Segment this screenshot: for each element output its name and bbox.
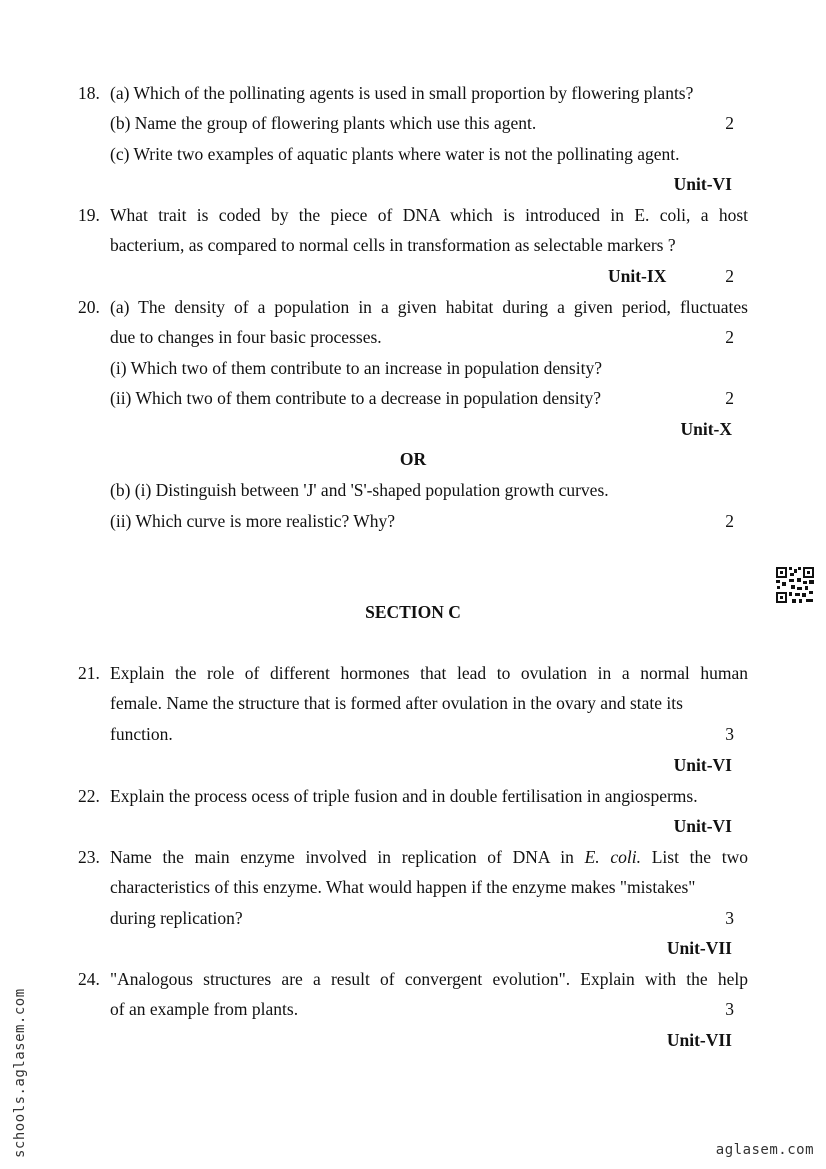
question-text: Explain the process ocess of triple fusion and in double fertilisation in angiosperms. <box>110 786 698 806</box>
question-text: (a) Which of the pollinating agents is used in small proportion by flowering plants? <box>110 83 694 103</box>
question-number: 24. <box>78 969 100 989</box>
question-number: 18. <box>78 83 100 103</box>
question-number: 20. <box>78 297 100 317</box>
question-text: bacterium, as compared to normal cells in transformation as selectable markers ? <box>110 235 676 255</box>
question-text: (ii) Which curve is more realistic? Why? <box>110 511 396 531</box>
unit-label: Unit-VII <box>666 938 732 958</box>
marks: 2 <box>725 327 734 347</box>
question-text: function. <box>110 724 173 744</box>
footer-watermark: aglasem.com <box>715 1142 814 1158</box>
unit-label: Unit-VI <box>673 755 732 775</box>
marks: 3 <box>725 999 734 1019</box>
question-text: (ii) Which two of them contribute to a decrease in population density? <box>110 388 601 408</box>
question-text: Explain the role of different hormones that lead to ovulation in a normal human <box>110 663 748 683</box>
question-text: (b) Name the group of flowering plants which use this agent. <box>110 113 537 133</box>
question-text: female. Name the structure that is formed after ovulation in the ovary and state its <box>110 693 683 713</box>
question-number: 19. <box>78 205 100 225</box>
question-text: (b) (i) Distinguish between 'J' and 'S'-shaped population growth curves. <box>110 480 609 500</box>
question-number: 21. <box>78 663 100 683</box>
question-text: of an example from plants. <box>110 999 299 1019</box>
question-text: "Analogous structures are a result of convergent evolution". Explain with the help <box>110 969 748 989</box>
marks: 2 <box>725 388 734 408</box>
or-separator: OR <box>399 449 427 469</box>
unit-label: Unit-VII <box>666 1030 732 1050</box>
question-number: 22. <box>78 786 100 806</box>
section-heading: SECTION C <box>365 602 461 622</box>
marks: 3 <box>725 908 734 928</box>
question-text: (a) The density of a population in a given habitat during a given period, fluctuates <box>110 297 748 317</box>
question-text: (i) Which two of them contribute to an increase in population density? <box>110 358 602 378</box>
question-text: due to changes in four basic processes. <box>110 327 382 347</box>
question-text: characteristics of this enzyme. What would happen if the enzyme makes "mistakes" <box>110 877 696 897</box>
question-number: 23. <box>78 847 100 867</box>
question-text: What trait is coded by the piece of DNA which is introduced in E. coli, a host <box>110 205 748 225</box>
question-text: Name the main enzyme involved in replication of DNA in E. coli. List the two <box>110 847 748 867</box>
marks: 2 <box>725 113 734 133</box>
question-text: during replication? <box>110 908 243 928</box>
qr-code-icon <box>775 566 815 604</box>
side-watermark: schools.aglasem.com <box>12 988 28 1158</box>
unit-label: Unit-X <box>680 419 732 439</box>
question-text: (c) Write two examples of aquatic plants where water is not the pollinating agent. <box>110 144 680 164</box>
unit-label: Unit-VI <box>673 816 732 836</box>
marks: 3 <box>725 724 734 744</box>
marks: 2 <box>725 266 734 286</box>
unit-label: Unit-VI <box>673 174 732 194</box>
marks: 2 <box>725 511 734 531</box>
unit-label: Unit-IX <box>608 266 667 286</box>
